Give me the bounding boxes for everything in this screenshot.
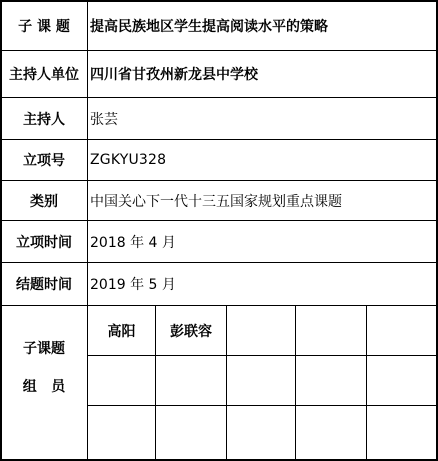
category-value: 中国关心下一代十三五国家规划重点课题 — [90, 193, 342, 210]
completion-date-label: 结题时间 — [16, 277, 72, 293]
project-number-value: ZGKYU328 — [90, 152, 167, 168]
member-grid-divider — [226, 305, 227, 461]
approval-date-label: 立项时间 — [16, 234, 72, 251]
member-grid-divider — [87, 355, 438, 356]
member-name: 彭联容 — [170, 323, 212, 340]
approval-date-value: 2018 年 4 月 — [90, 234, 176, 251]
host-label: 主持人 — [23, 111, 65, 128]
members-label-line1: 子课题 — [23, 341, 65, 357]
host-value: 张芸 — [90, 111, 118, 128]
member-grid-divider — [295, 305, 296, 461]
member-name: 高阳 — [107, 323, 136, 340]
subtopic-label: 子 课 题 — [18, 19, 70, 35]
completion-date-value: 2019 年 5 月 — [90, 277, 176, 293]
project-number-label: 立项号 — [23, 153, 65, 169]
subtopic-value: 提高民族地区学生提高阅读水平的策略 — [90, 19, 328, 35]
host-unit-value: 四川省甘孜州新龙县中学校 — [90, 67, 258, 83]
member-grid-divider — [366, 305, 367, 461]
member-grid-divider — [87, 405, 438, 406]
host-unit-label: 主持人单位 — [9, 67, 79, 83]
label-column-divider — [87, 0, 88, 461]
members-label-line2: 组 员 — [22, 379, 66, 395]
category-label: 类别 — [30, 193, 58, 210]
